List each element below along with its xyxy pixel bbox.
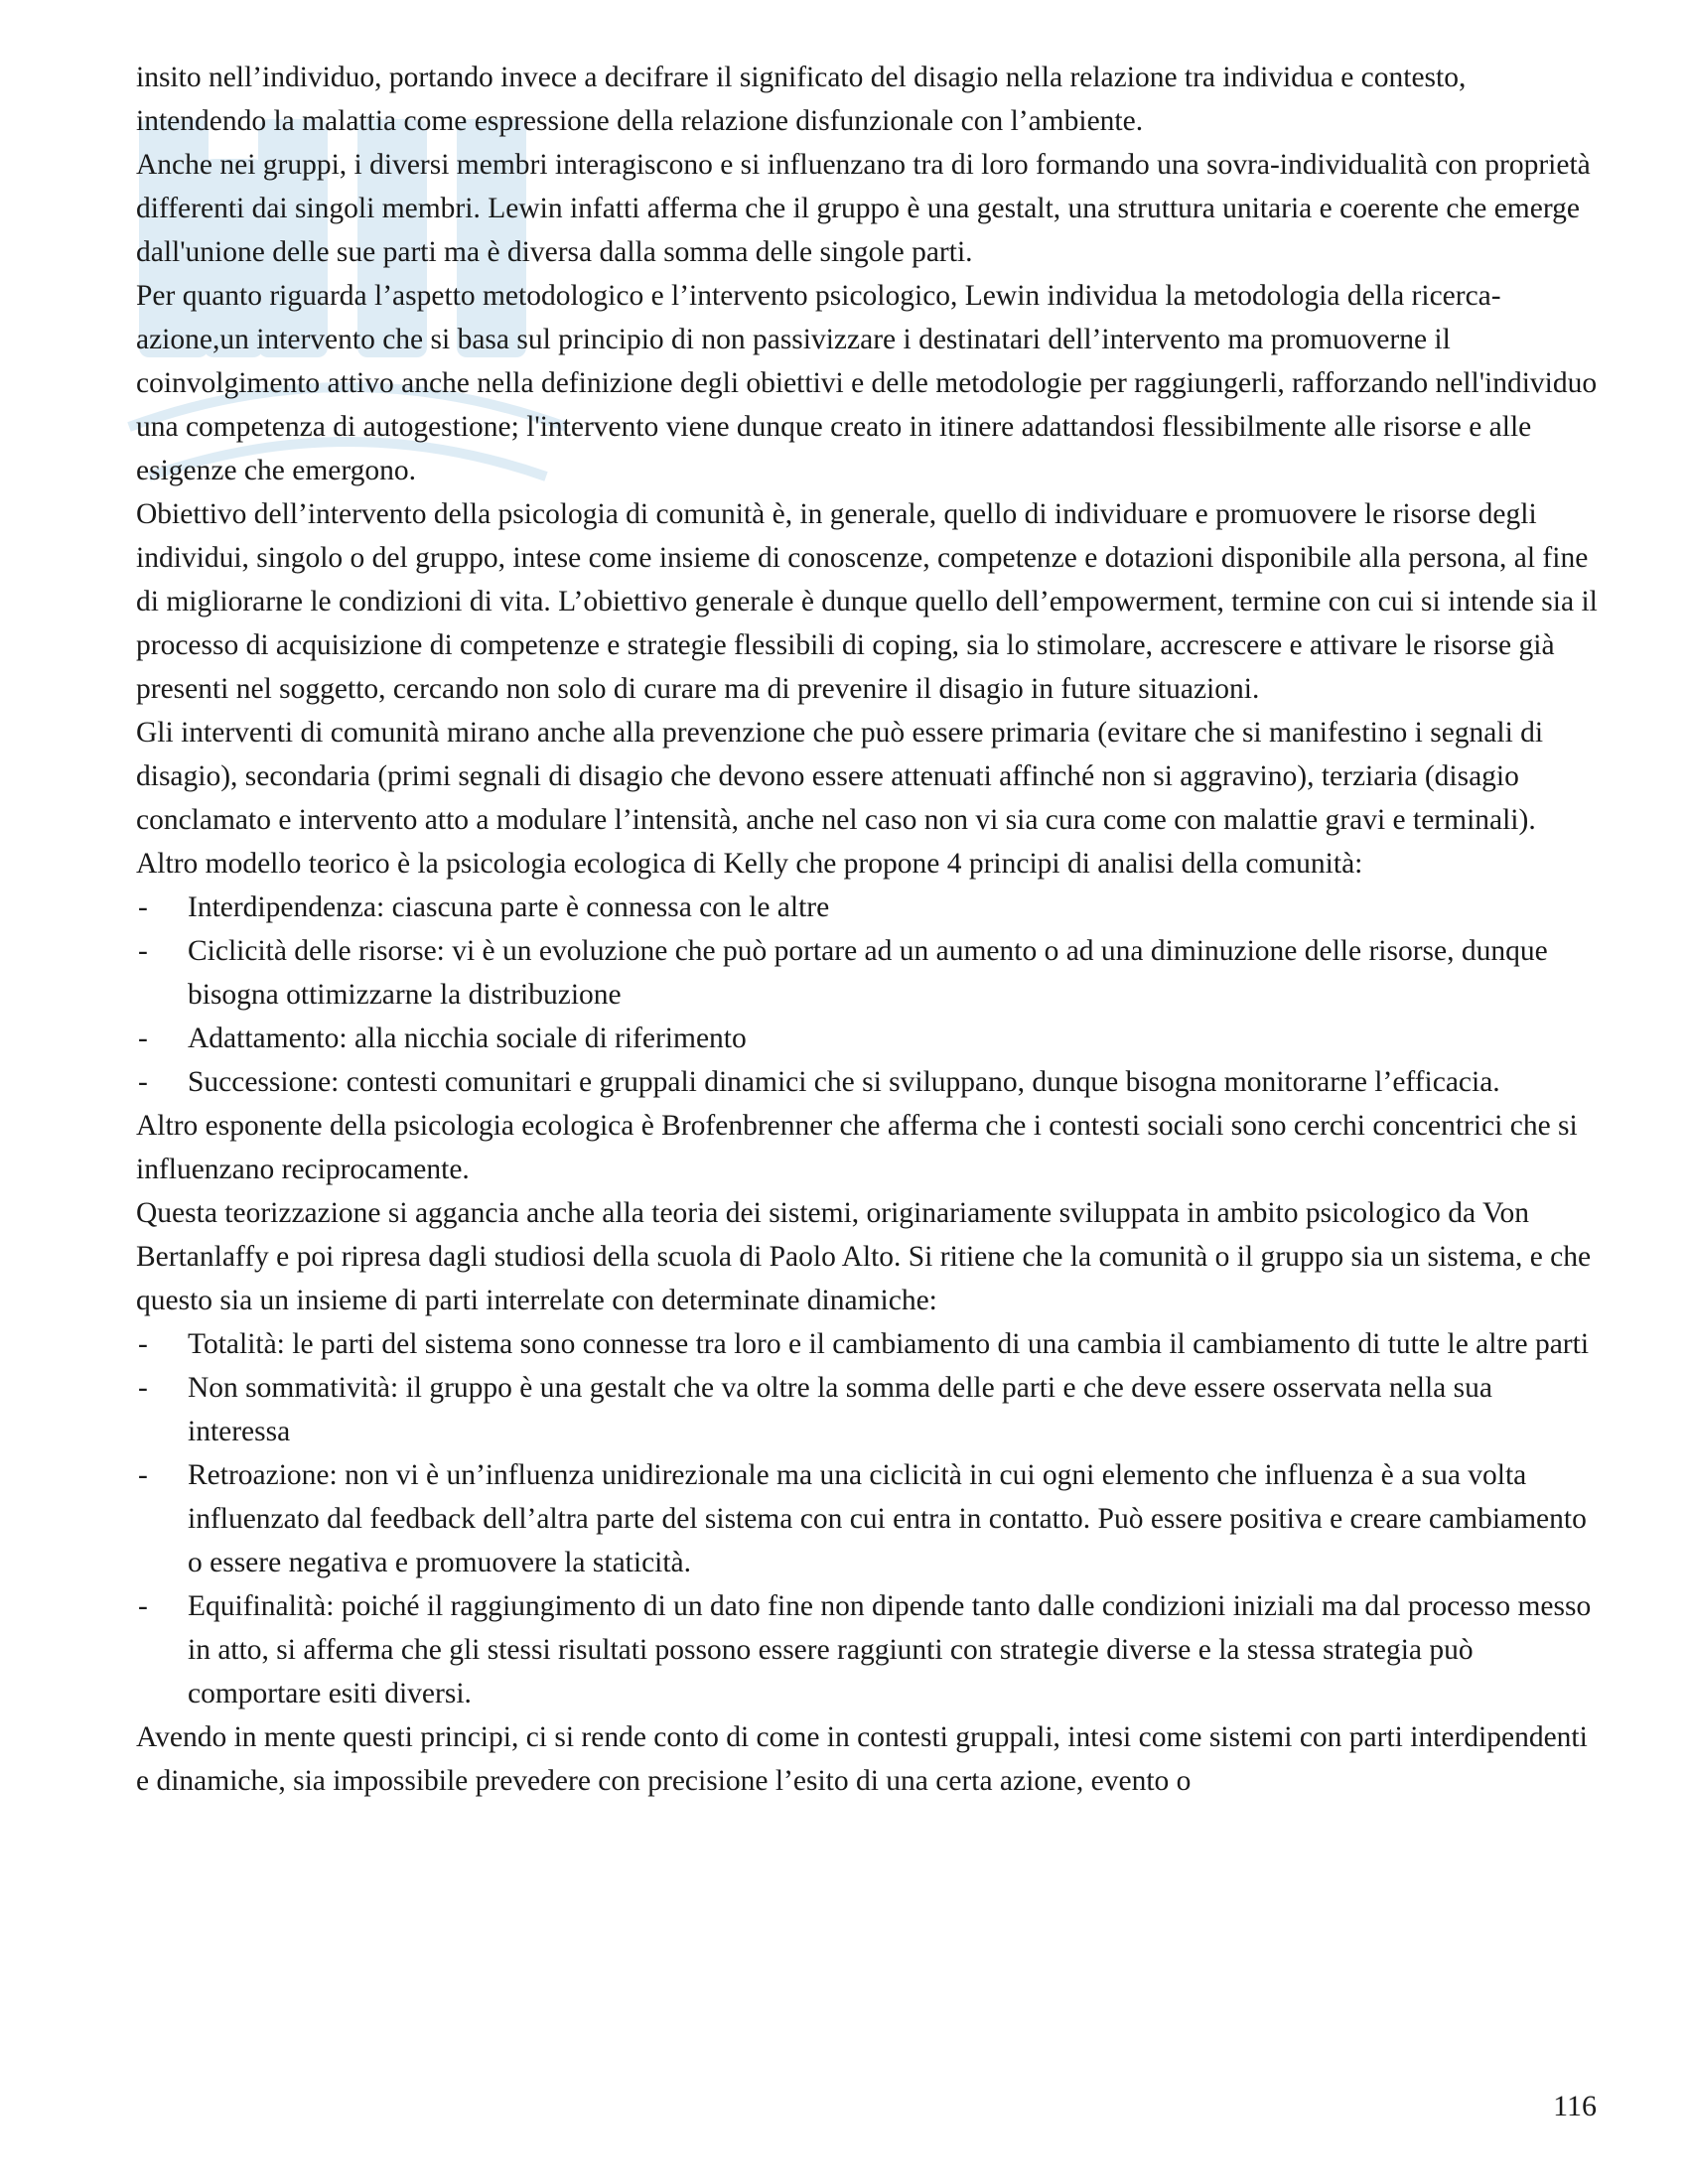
list-item-text: Ciclicità delle risorse: vi è un evoluzione che può portare ad un aumento o ad una diminuzione delle risorse, dunque bisogna ottimizzarne la distribuzione xyxy=(188,935,1548,1011)
bullet-dash: - xyxy=(138,1372,148,1404)
bullet-dash: - xyxy=(138,935,148,967)
bullet-dash: - xyxy=(138,1066,148,1098)
paragraph: Altro modello teorico è la psicologia ecologica di Kelly che propone 4 principi di analisi della comunità: xyxy=(136,848,1363,880)
bullet-dash: - xyxy=(138,891,148,923)
page-number: 116 xyxy=(1553,2090,1597,2122)
system-dynamics-list xyxy=(136,1322,1602,1715)
paragraph: Anche nei gruppi, i diversi membri interagiscono e si influenzano tra di loro formando una sovra-individualità con proprietà differenti dai singoli membri. Lewin infatti afferma che il gruppo è una gestalt, una struttura unitaria e coerente che emerge dall'unione delle sue parti ma è diversa dalla somma delle singole parti. xyxy=(136,149,1591,268)
list-item xyxy=(136,1453,1602,1584)
paragraph: Questa teorizzazione si aggancia anche alla teoria dei sistemi, originariamente sviluppata in ambito psicologico da Von Bertanlaffy e poi ripresa dagli studiosi della scuola di Paolo Alto. Si ritiene che la comunità o il gruppo sia un sistema, e che questo sia un insieme di parti interrelate con determinate dinamiche: xyxy=(136,1197,1592,1316)
list-item xyxy=(136,1584,1602,1715)
list-item-text: Equifinalità: poiché il raggiungimento di un dato fine non dipende tanto dalle condizioni iniziali ma dal processo messo in atto, si afferma che gli stessi risultati possono essere raggiunti con strategie diverse e la stessa strategia può comportare esiti diversi. xyxy=(188,1590,1592,1709)
list-item xyxy=(136,886,1602,929)
paragraph: Obiettivo dell’intervento della psicologia di comunità è, in generale, quello di individuare e promuovere le risorse degli individui, singolo o del gruppo, intese come insieme di conoscenze, competenze e dotazioni disponibile alla persona, al fine di migliorarne le condizioni di vita. L’obiettivo generale è dunque quello dell’empowerment, termine con cui si intende sia il processo di acquisizione di competenze e strategie flessibili di coping, sia lo stimolare, accrescere e attivare le risorse già presenti nel soggetto, cercando non solo di curare ma di prevenire il disagio in future situazioni. xyxy=(136,498,1598,705)
list-item-text: Totalità: le parti del sistema sono connesse tra loro e il cambiamento di una cambia il cambiamento di tutte le altre parti xyxy=(188,1328,1590,1360)
paragraph: Per quanto riguarda l’aspetto metodologico e l’intervento psicologico, Lewin individua la metodologia della ricerca-azione,un intervento che si basa sul principio di non passivizzare i destinatari dell’intervento ma promuoverne il coinvolgimento attivo anche nella definizione degli obiettivi e delle metodologie per raggiungerli, rafforzando nell'individuo una competenza di autogestione; l'intervento viene dunque creato in itinere adattandosi flessibilmente alle risorse e alle esigenze che emergono. xyxy=(136,280,1598,486)
list-item xyxy=(136,929,1602,1017)
bullet-dash: - xyxy=(138,1023,148,1054)
bullet-dash: - xyxy=(138,1590,148,1622)
list-item xyxy=(136,1060,1602,1104)
list-item xyxy=(136,1017,1602,1060)
list-item-text: Interdipendenza: ciascuna parte è connessa con le altre xyxy=(188,891,830,923)
list-item-text: Successione: contesti comunitari e gruppali dinamici che si sviluppano, dunque bisogna monitorarne l’efficacia. xyxy=(188,1066,1500,1098)
list-item-text: Adattamento: alla nicchia sociale di riferimento xyxy=(188,1023,747,1054)
bullet-dash: - xyxy=(138,1328,148,1360)
bullet-dash: - xyxy=(138,1459,148,1491)
list-item xyxy=(136,1322,1602,1366)
paragraph: Gli interventi di comunità mirano anche alla prevenzione che può essere primaria (evitare che si manifestino i segnali di disagio), secondaria (primi segnali di disagio che devono essere attenuati affinché non si aggravino), terziaria (disagio conclamato e intervento atto a modulare l’intensità, anche nel caso non vi sia cura come con malattie gravi e terminali). xyxy=(136,717,1544,836)
list-item-text: Non sommatività: il gruppo è una gestalt che va oltre la somma delle parti e che deve essere osservata nella sua interessa xyxy=(188,1372,1492,1447)
list-item-text: Retroazione: non vi è un’influenza unidirezionale ma una ciclicità in cui ogni elemento che influenza è a sua volta influenzato dal feedback dell’altra parte del sistema con cui entra in contatto. Può essere positiva e creare cambiamento o essere negativa e promuovere la staticità. xyxy=(188,1459,1587,1578)
paragraph: Altro esponente della psicologia ecologica è Brofenbrenner che afferma che i contesti sociali sono cerchi concentrici che si influenzano reciprocamente. xyxy=(136,1110,1578,1185)
paragraph: Avendo in mente questi principi, ci si rende conto di come in contesti gruppali, intesi come sistemi con parti interdipendenti e dinamiche, sia impossibile prevedere con precisione l’esito di una certa azione, evento o xyxy=(136,1721,1588,1797)
list-item xyxy=(136,1366,1602,1453)
kelly-principles-list xyxy=(136,886,1602,1104)
document-body xyxy=(136,56,1602,1803)
paragraph: insito nell’individuo, portando invece a decifrare il significato del disagio nella relazione tra individua e contesto, intendendo la malattia come espressione della relazione disfunzionale con l’ambiente. xyxy=(136,62,1467,137)
